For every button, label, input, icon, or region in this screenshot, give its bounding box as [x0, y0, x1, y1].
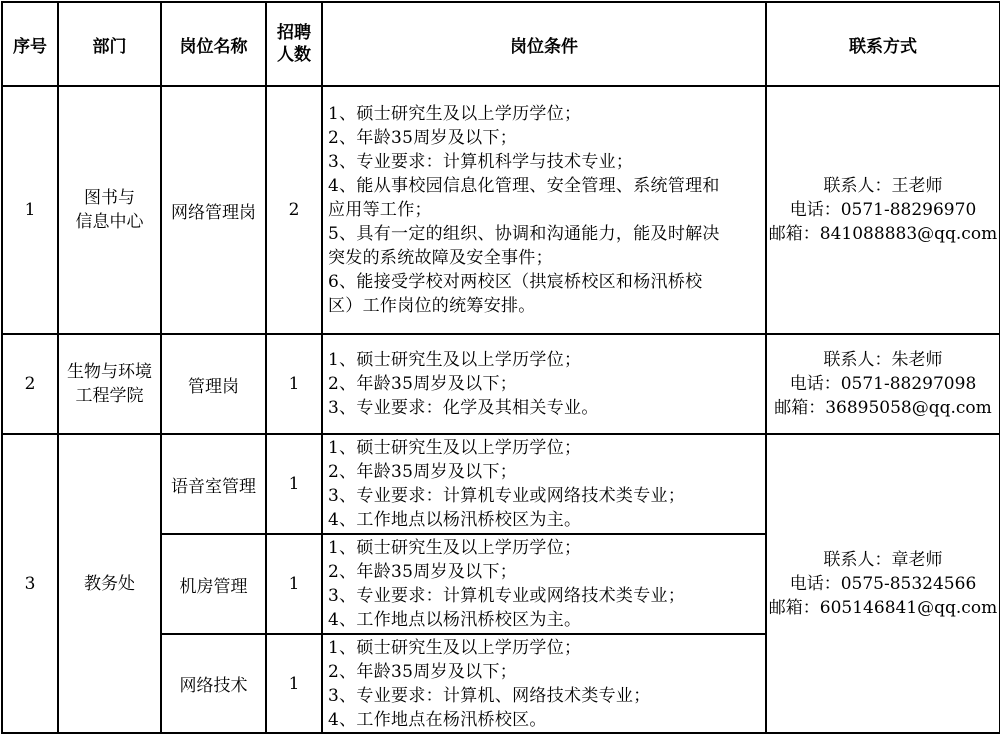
condition-line: 2、年龄35周岁及以下； — [328, 661, 518, 682]
contact-email: 邮箱：36895058@qq.com — [774, 398, 992, 418]
condition-line: 3、专业要求：计算机专业或网络技术类专业； — [328, 586, 686, 606]
contact-cell — [766, 434, 1000, 733]
condition-line: 1、硕士研究生及以上学历学位； — [328, 538, 582, 558]
condition-line: 3、专业要求：化学及其相关专业。 — [328, 398, 599, 418]
dept-line: 教务处 — [84, 573, 135, 594]
condition-line: 2、年龄35周岁及以下； — [328, 128, 518, 148]
header-count-line2: 人数 — [277, 45, 311, 65]
header-count-line1: 招聘 — [277, 23, 311, 43]
count-cell: 1 — [266, 434, 322, 534]
table-row — [2, 334, 1000, 434]
condition-line: 4、工作地点在杨汛桥校区。 — [328, 709, 547, 730]
contact-phone: 电话：0571-88297098 — [789, 374, 977, 394]
header-position: 岗位名称 — [161, 2, 266, 86]
dept-cell — [58, 86, 161, 334]
condition-line: 1、硕士研究生及以上学历学位； — [328, 438, 582, 458]
condition-line: 1、硕士研究生及以上学历学位； — [328, 637, 582, 658]
count-cell: 2 — [266, 86, 322, 334]
contact-cell — [766, 86, 1000, 334]
condition-line: 3、专业要求：计算机专业或网络技术类专业； — [328, 486, 686, 506]
seq-cell: 3 — [2, 434, 58, 733]
conditions-cell — [322, 334, 766, 434]
dept-cell — [58, 434, 161, 733]
header-conditions: 岗位条件 — [322, 2, 766, 86]
header-contact: 联系方式 — [766, 2, 1000, 86]
condition-line: 5、具有一定的组织、协调和沟通能力，能及时解决 — [328, 224, 720, 244]
conditions-cell — [322, 634, 766, 733]
conditions-cell — [322, 86, 766, 334]
contact-phone: 电话：0575-85324566 — [789, 573, 977, 594]
count-cell: 1 — [266, 534, 322, 634]
dept-cell — [58, 334, 161, 434]
condition-line: 2、年龄35周岁及以下； — [328, 462, 518, 482]
header-dept: 部门 — [58, 2, 161, 86]
count-cell: 1 — [266, 334, 322, 434]
conditions-cell — [322, 434, 766, 534]
contact-person: 联系人：章老师 — [823, 549, 943, 570]
dept-line: 信息中心 — [75, 212, 144, 232]
position-cell: 语音室管理 — [161, 434, 266, 534]
condition-line: 突发的系统故障及安全事件； — [328, 248, 553, 268]
position-cell: 网络管理岗 — [161, 86, 266, 334]
condition-line: 区）工作岗位的统筹安排。 — [328, 296, 536, 316]
seq-cell: 2 — [2, 334, 58, 434]
dept-line: 图书与 — [84, 188, 135, 208]
condition-line: 1、硕士研究生及以上学历学位； — [328, 104, 582, 124]
condition-line: 3、专业要求：计算机科学与技术专业； — [328, 152, 634, 172]
contact-email: 邮箱：841088883@qq.com — [768, 224, 998, 244]
contact-person: 联系人：王老师 — [823, 176, 943, 196]
condition-line: 2、年龄35周岁及以下； — [328, 374, 518, 394]
condition-line: 3、专业要求：计算机、网络技术类专业； — [328, 685, 651, 706]
condition-line: 4、工作地点以杨汛桥校区为主。 — [328, 610, 582, 630]
condition-line: 6、能接受学校对两校区（拱宸桥校区和杨汛桥校 — [328, 272, 703, 292]
dept-line: 工程学院 — [75, 386, 144, 406]
count-cell: 1 — [266, 634, 322, 733]
dept-line: 生物与环境 — [67, 362, 152, 382]
contact-email: 邮箱：605146841@qq.com — [768, 597, 998, 618]
condition-line: 1、硕士研究生及以上学历学位； — [328, 350, 582, 370]
condition-line: 应用等工作； — [328, 200, 432, 220]
header-count — [266, 2, 322, 86]
condition-line: 4、能从事校园信息化管理、安全管理、系统管理和 — [328, 176, 720, 196]
condition-line: 4、工作地点以杨汛桥校区为主。 — [328, 510, 582, 530]
table-row — [2, 434, 1000, 534]
contact-cell — [766, 334, 1000, 434]
conditions-cell — [322, 534, 766, 634]
position-cell: 机房管理 — [161, 534, 266, 634]
contact-person: 联系人：朱老师 — [823, 350, 943, 370]
header-seq: 序号 — [2, 2, 58, 86]
seq-cell: 1 — [2, 86, 58, 334]
header-row — [2, 2, 1000, 86]
table-row — [2, 86, 1000, 334]
position-cell: 网络技术 — [161, 634, 266, 733]
position-cell: 管理岗 — [161, 334, 266, 434]
recruitment-table — [1, 1, 1000, 734]
condition-line: 2、年龄35周岁及以下； — [328, 562, 518, 582]
contact-phone: 电话：0571-88296970 — [789, 200, 977, 220]
